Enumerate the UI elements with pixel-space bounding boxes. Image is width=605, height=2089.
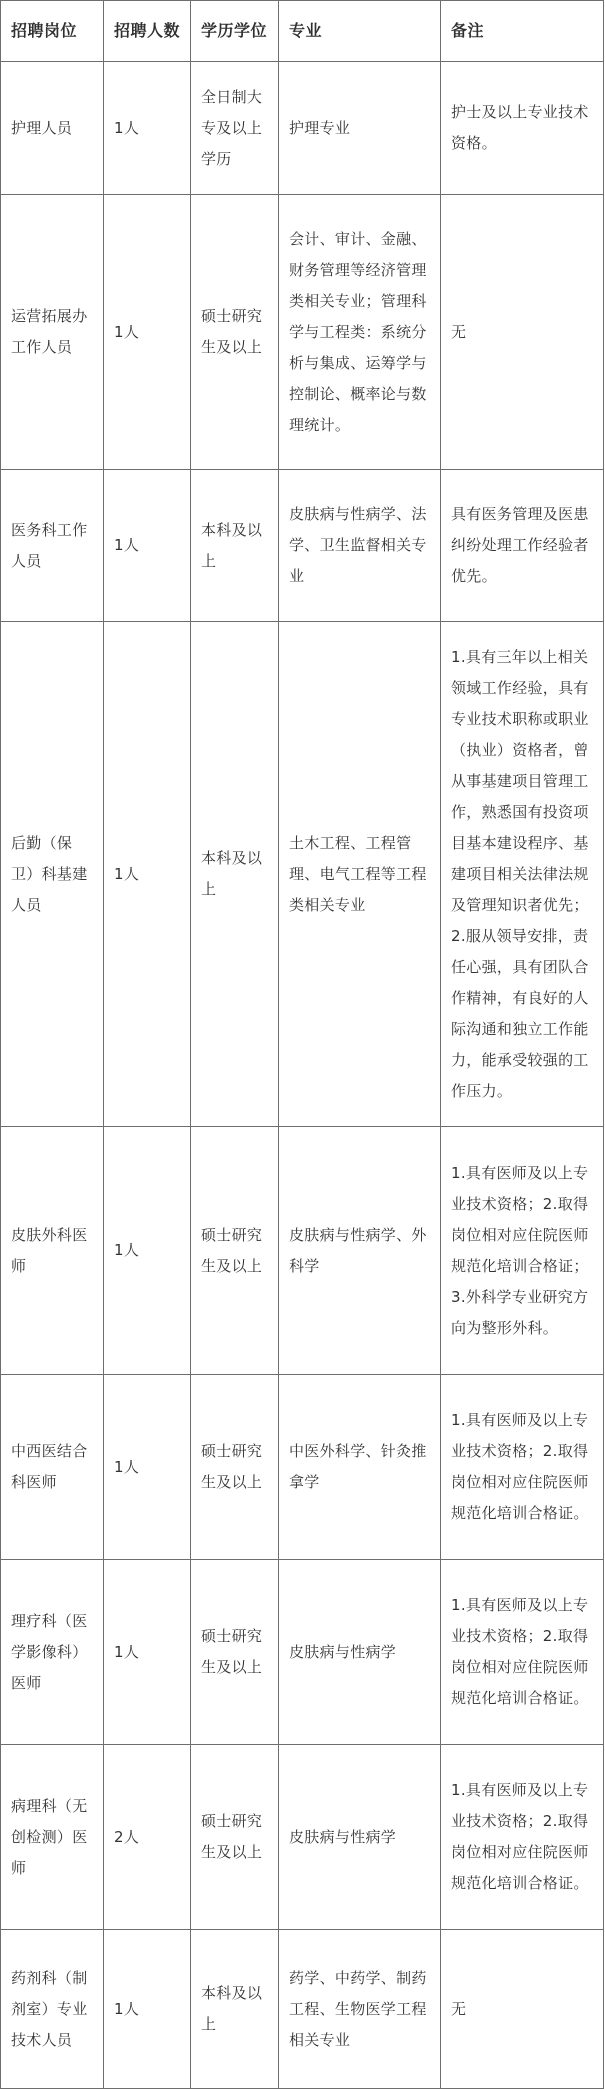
cell-education: 本科及以上 [191,622,279,1127]
header-major: 专业 [279,1,441,62]
cell-count: 1人 [104,195,191,470]
cell-remark: 1.具有医师及以上专业技术资格；2.取得岗位相对应住院医师规范化培训合格证。 [441,1560,604,1745]
cell-count: 1人 [104,470,191,622]
cell-education: 硕士研究生及以上 [191,195,279,470]
cell-count: 1人 [104,1127,191,1375]
cell-remark: 无 [441,1930,604,2089]
cell-remark: 护士及以上专业技术资格。 [441,62,604,195]
cell-position: 后勤（保卫）科基建人员 [1,622,104,1127]
cell-major: 会计、审计、金融、财务管理等经济管理类相关专业；管理科学与工程类：系统分析与集成、运筹学与控制论、概率论与数理统计。 [279,195,441,470]
cell-remark: 1.具有医师及以上专业技术资格；2.取得岗位相对应住院医师规范化培训合格证。 [441,1375,604,1560]
cell-count: 1人 [104,1930,191,2089]
table-row [1,1745,604,1930]
cell-education: 硕士研究生及以上 [191,1127,279,1375]
cell-remark: 1.具有三年以上相关领域工作经验，具有专业技术职称或职业（执业）资格者，曾从事基建项目管理工作，熟悉国有投资项目基本建设程序、基建项目相关法律法规及管理知识者优先；2.服从领导安排，责任心强，具有团队合作精神，有良好的人际沟通和独立工作能力，能承受较强的工作压力。 [441,622,604,1127]
cell-major: 皮肤病与性病学 [279,1560,441,1745]
table-row [1,470,604,622]
header-row [1,1,604,62]
cell-major: 护理专业 [279,62,441,195]
cell-position: 病理科（无创检测）医师 [1,1745,104,1930]
cell-education: 硕士研究生及以上 [191,1375,279,1560]
cell-position: 药剂科（制剂室）专业技术人员 [1,1930,104,2089]
header-remark: 备注 [441,1,604,62]
table-row [1,1127,604,1375]
header-position: 招聘岗位 [1,1,104,62]
cell-education: 硕士研究生及以上 [191,1745,279,1930]
cell-position: 皮肤外科医师 [1,1127,104,1375]
cell-remark: 1.具有医师及以上专业技术资格；2.取得岗位相对应住院医师规范化培训合格证；3.外科学专业研究方向为整形外科。 [441,1127,604,1375]
cell-major: 皮肤病与性病学 [279,1745,441,1930]
cell-position: 护理人员 [1,62,104,195]
cell-position: 医务科工作人员 [1,470,104,622]
cell-count: 2人 [104,1745,191,1930]
table-row [1,195,604,470]
cell-education: 本科及以上 [191,470,279,622]
header-education: 学历学位 [191,1,279,62]
cell-count: 1人 [104,1560,191,1745]
cell-remark: 1.具有医师及以上专业技术资格；2.取得岗位相对应住院医师规范化培训合格证。 [441,1745,604,1930]
cell-major: 皮肤病与性病学、外科学 [279,1127,441,1375]
table-row [1,1930,604,2089]
cell-position: 中西医结合科医师 [1,1375,104,1560]
table-row [1,622,604,1127]
cell-education: 硕士研究生及以上 [191,1560,279,1745]
cell-position: 理疗科（医学影像科）医师 [1,1560,104,1745]
cell-remark: 无 [441,195,604,470]
cell-major: 药学、中药学、制药工程、生物医学工程相关专业 [279,1930,441,2089]
cell-major: 皮肤病与性病学、法学、卫生监督相关专业 [279,470,441,622]
cell-major: 中医外科学、针灸推拿学 [279,1375,441,1560]
cell-position: 运营拓展办工作人员 [1,195,104,470]
cell-count: 1人 [104,622,191,1127]
cell-major: 土木工程、工程管理、电气工程等工程类相关专业 [279,622,441,1127]
cell-education: 本科及以上 [191,1930,279,2089]
cell-count: 1人 [104,62,191,195]
header-count: 招聘人数 [104,1,191,62]
table-row [1,1560,604,1745]
table-row [1,1375,604,1560]
cell-remark: 具有医务管理及医患纠纷处理工作经验者优先。 [441,470,604,622]
cell-education: 全日制大专及以上学历 [191,62,279,195]
cell-count: 1人 [104,1375,191,1560]
table-row [1,62,604,195]
